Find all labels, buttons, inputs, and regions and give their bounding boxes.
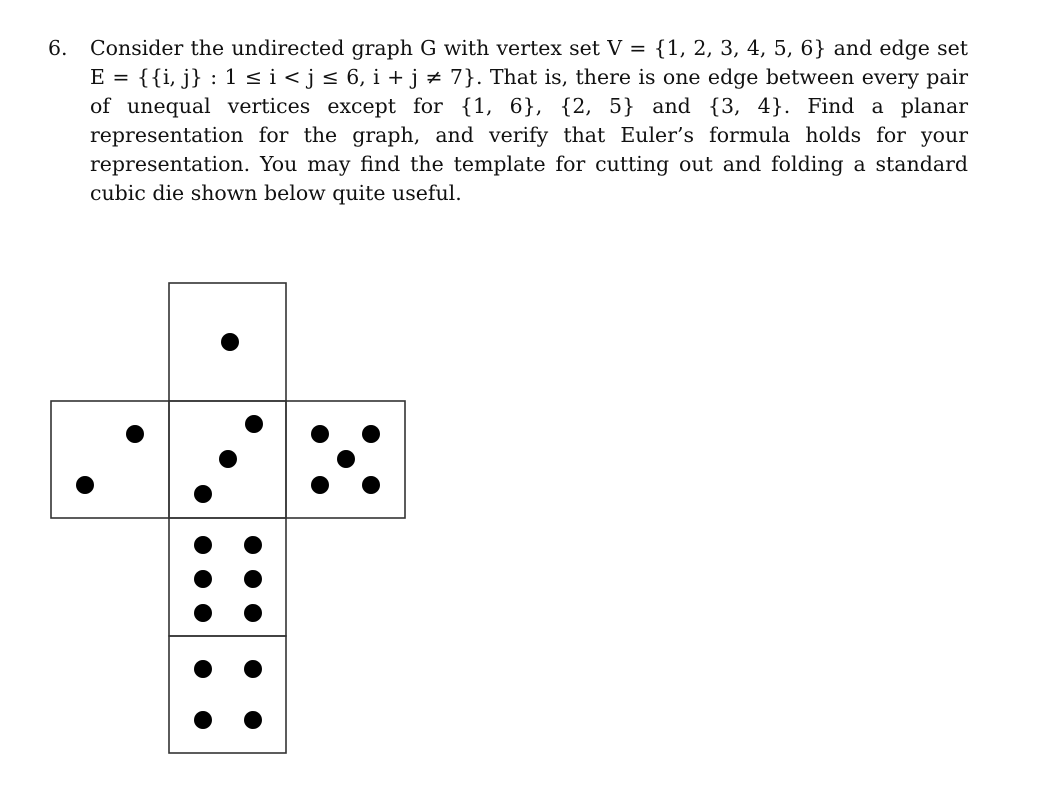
die-face-bottom xyxy=(169,636,286,753)
pip xyxy=(245,415,263,433)
problem-sentence-1: Consider the undirected graph G with vertex set V = {1, 2, 3, 4, 5, 6} and edge set E = {{i, j} : 1 ≤ i < j ≤ 6, i + j ≠ 7}. xyxy=(90,36,968,89)
pip xyxy=(244,536,262,554)
die-face-left xyxy=(51,401,169,518)
pip xyxy=(126,425,144,443)
pip xyxy=(194,536,212,554)
pip xyxy=(194,485,212,503)
problem-sentence-3: Find a planar representation for the graph, and verify that Euler’s formula holds for your representation. xyxy=(90,94,968,176)
pip xyxy=(219,450,237,468)
problem-number: 6. xyxy=(48,36,68,60)
pip xyxy=(244,604,262,622)
problem-sentence-2: That is, there is one edge between every pair of unequal vertices except for {1, 6}, {2, 5} and {3, 4}. xyxy=(90,65,968,118)
pip xyxy=(194,604,212,622)
pip xyxy=(221,333,239,351)
problem-sentence-4: You may find the template for cutting out and folding a standard cubic die shown below quite useful. xyxy=(90,152,968,205)
pip xyxy=(337,450,355,468)
pip xyxy=(311,476,329,494)
pip xyxy=(244,660,262,678)
pip xyxy=(362,476,380,494)
pip xyxy=(311,425,329,443)
die-face-lower xyxy=(169,518,286,636)
pip xyxy=(244,570,262,588)
pip xyxy=(194,660,212,678)
pip xyxy=(194,570,212,588)
pip xyxy=(76,476,94,494)
pip xyxy=(244,711,262,729)
pip xyxy=(362,425,380,443)
pip xyxy=(194,711,212,729)
